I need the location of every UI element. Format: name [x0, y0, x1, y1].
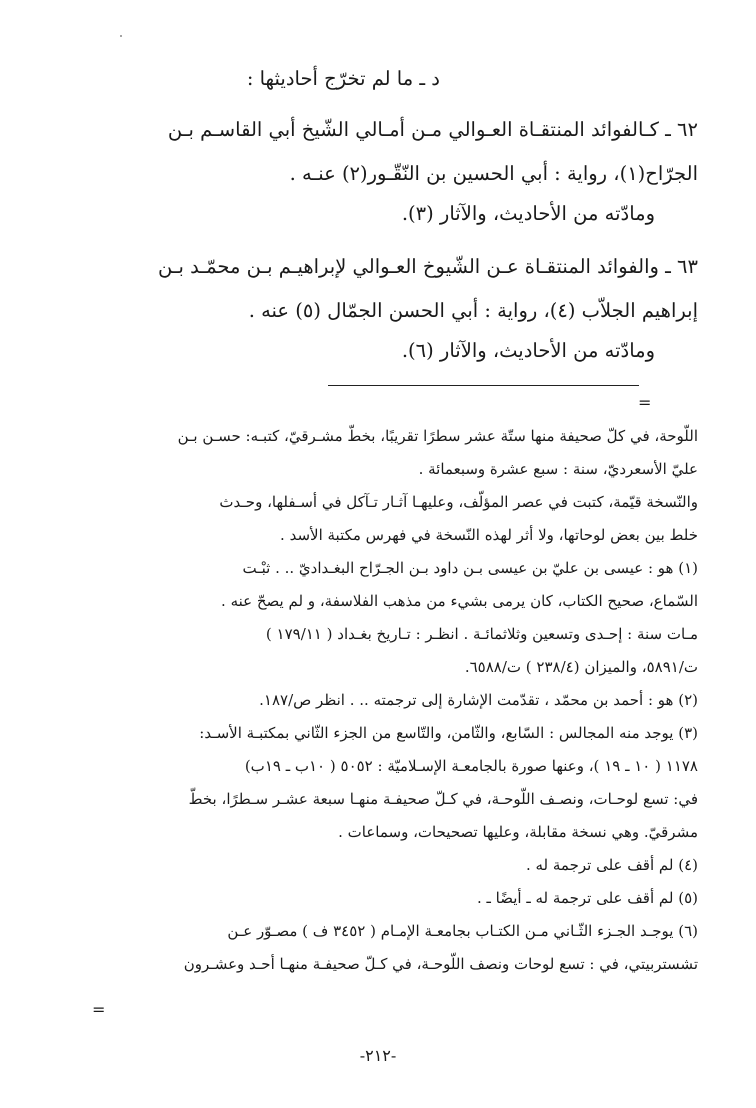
entry-62-material: [220, 195, 655, 233]
footnote-line: اللّوحة، في كلّ صحيفة منها ستّة عشر سطرًا تقريبًا، بخطّ مشـرقيّ، كتبـه: حسـن بـن: [177, 427, 698, 445]
footnote-line: خلط بين بعض لوحاتها، ولا أثر لهذه النّسخة في فهرس مكتبة الأسد .: [280, 526, 698, 544]
footnote-line: ت/٥٨٩١، والميزان (٢٣٨/٤ ) ت/٦٥٨٨.: [464, 658, 698, 676]
footnotes: [78, 420, 698, 981]
continuation-equals-mark: =: [92, 1000, 106, 1019]
footnote-line: تشستربيتي، في : تسع لوحات ونصف اللّوحـة، في كـلّ صحيفـة منهـا أحـد وعشـرون: [183, 955, 698, 973]
footnote-line: (٥) لم أقف على ترجمة له ـ أيضًا ـ .: [476, 889, 698, 907]
footnote-line: ١١٧٨ ( ١٠ ـ ١٩ )، وعنها صورة بالجامعـة الإسـلاميّة : ٥٠٥٢ ( ١٠ب ـ ١٩ب): [244, 757, 698, 775]
main-text: [180, 62, 440, 96]
entry-62-line-3: ومادّته من الأحاديث، والآثار (٣).: [401, 202, 655, 225]
footnote-line: عليّ الأسعرديّ، سنة : سبع عشرة وسبعمائة .: [418, 460, 698, 478]
footnote-line: السّماع، صحيح الكتاب، كان يرمى بشيء من مذهب الفلاسفة، و لم يصحّ عنه .: [221, 592, 698, 610]
page-number: -٢١٢-: [359, 1046, 397, 1065]
entry-63: [78, 245, 698, 333]
footnote-line: مشرقيّ. وهي نسخة مقابلة، وعليها تصحيحات، وسماعات .: [338, 823, 698, 841]
footnote-line: والنّسخة قيّمة، كتبت في عصر المؤلّف، وعليهـا آثـار تـآكل في أسـفلها، وحـدث: [219, 493, 698, 511]
entry-63-line-1: ٦٣ ـ والفوائد المنتقـاة عـن الشّيوخ العـوالي لإبراهيـم بـن محمّـد بـن: [157, 255, 698, 278]
footnote-line: (٤) لم أقف على ترجمة له .: [525, 856, 698, 874]
footnote-line: في: تسع لوحـات، ونصـف اللّوحـة، في كـلّ صحيفـة منهـا سبعة عشـر سـطرًا، بخطّ: [188, 790, 698, 808]
footnote-line: (٢) هو : أحمد بن محمّد ، تقدّمت الإشارة إلى ترجمته .. . انظر ص/١٨٧.: [259, 691, 698, 709]
footnote-separator: [328, 385, 639, 386]
section-heading: د ـ ما لم تخرّج أحاديثها :: [246, 67, 440, 90]
entry-62-line-1: ٦٢ ـ كـالفوائد المنتقـاة العـوالي مـن أمـالي الشّيخ أبي القاسـم بـن: [167, 118, 698, 141]
separator-equals-mark: =: [638, 393, 652, 412]
scan-speck: [120, 35, 122, 37]
footnote-line: (٦) يوجـد الجـزء الثّـاني مـن الكتـاب بجامعـة الإمـام ( ٣٤٥٢ ف ) مصـوّر عـن: [227, 922, 698, 940]
entry-62: [78, 108, 698, 196]
footnote-line: مـات سنة : إحـدى وتسعين وثلاثمائـة . انظـر : تـاريخ بغـداد ( ١٧٩/١١ ): [265, 625, 698, 643]
entry-63-line-3: ومادّته من الأحاديث، والآثار (٦).: [401, 339, 655, 362]
entry-63-line-2: إبراهيم الجلاّب (٤)، رواية : أبي الحسن الجمّال (٥) عنه .: [248, 299, 698, 322]
footnote-line: (٣) يوجد منه المجالس : السّابع، والثّامن، والتّاسع من الجزء الثّاني بمكتبـة الأسـد:: [199, 724, 698, 742]
entry-63-material: [220, 332, 655, 370]
entry-62-line-2: الجرّاح(١)، رواية : أبي الحسين بن النّقّـور(٢) عنـه .: [289, 162, 698, 185]
footnote-line: (١) هو : عيسى بن عليّ بن عيسى بـن داود بـن الجـرّاح البغـداديّ .. . ثبْـت: [242, 559, 698, 577]
